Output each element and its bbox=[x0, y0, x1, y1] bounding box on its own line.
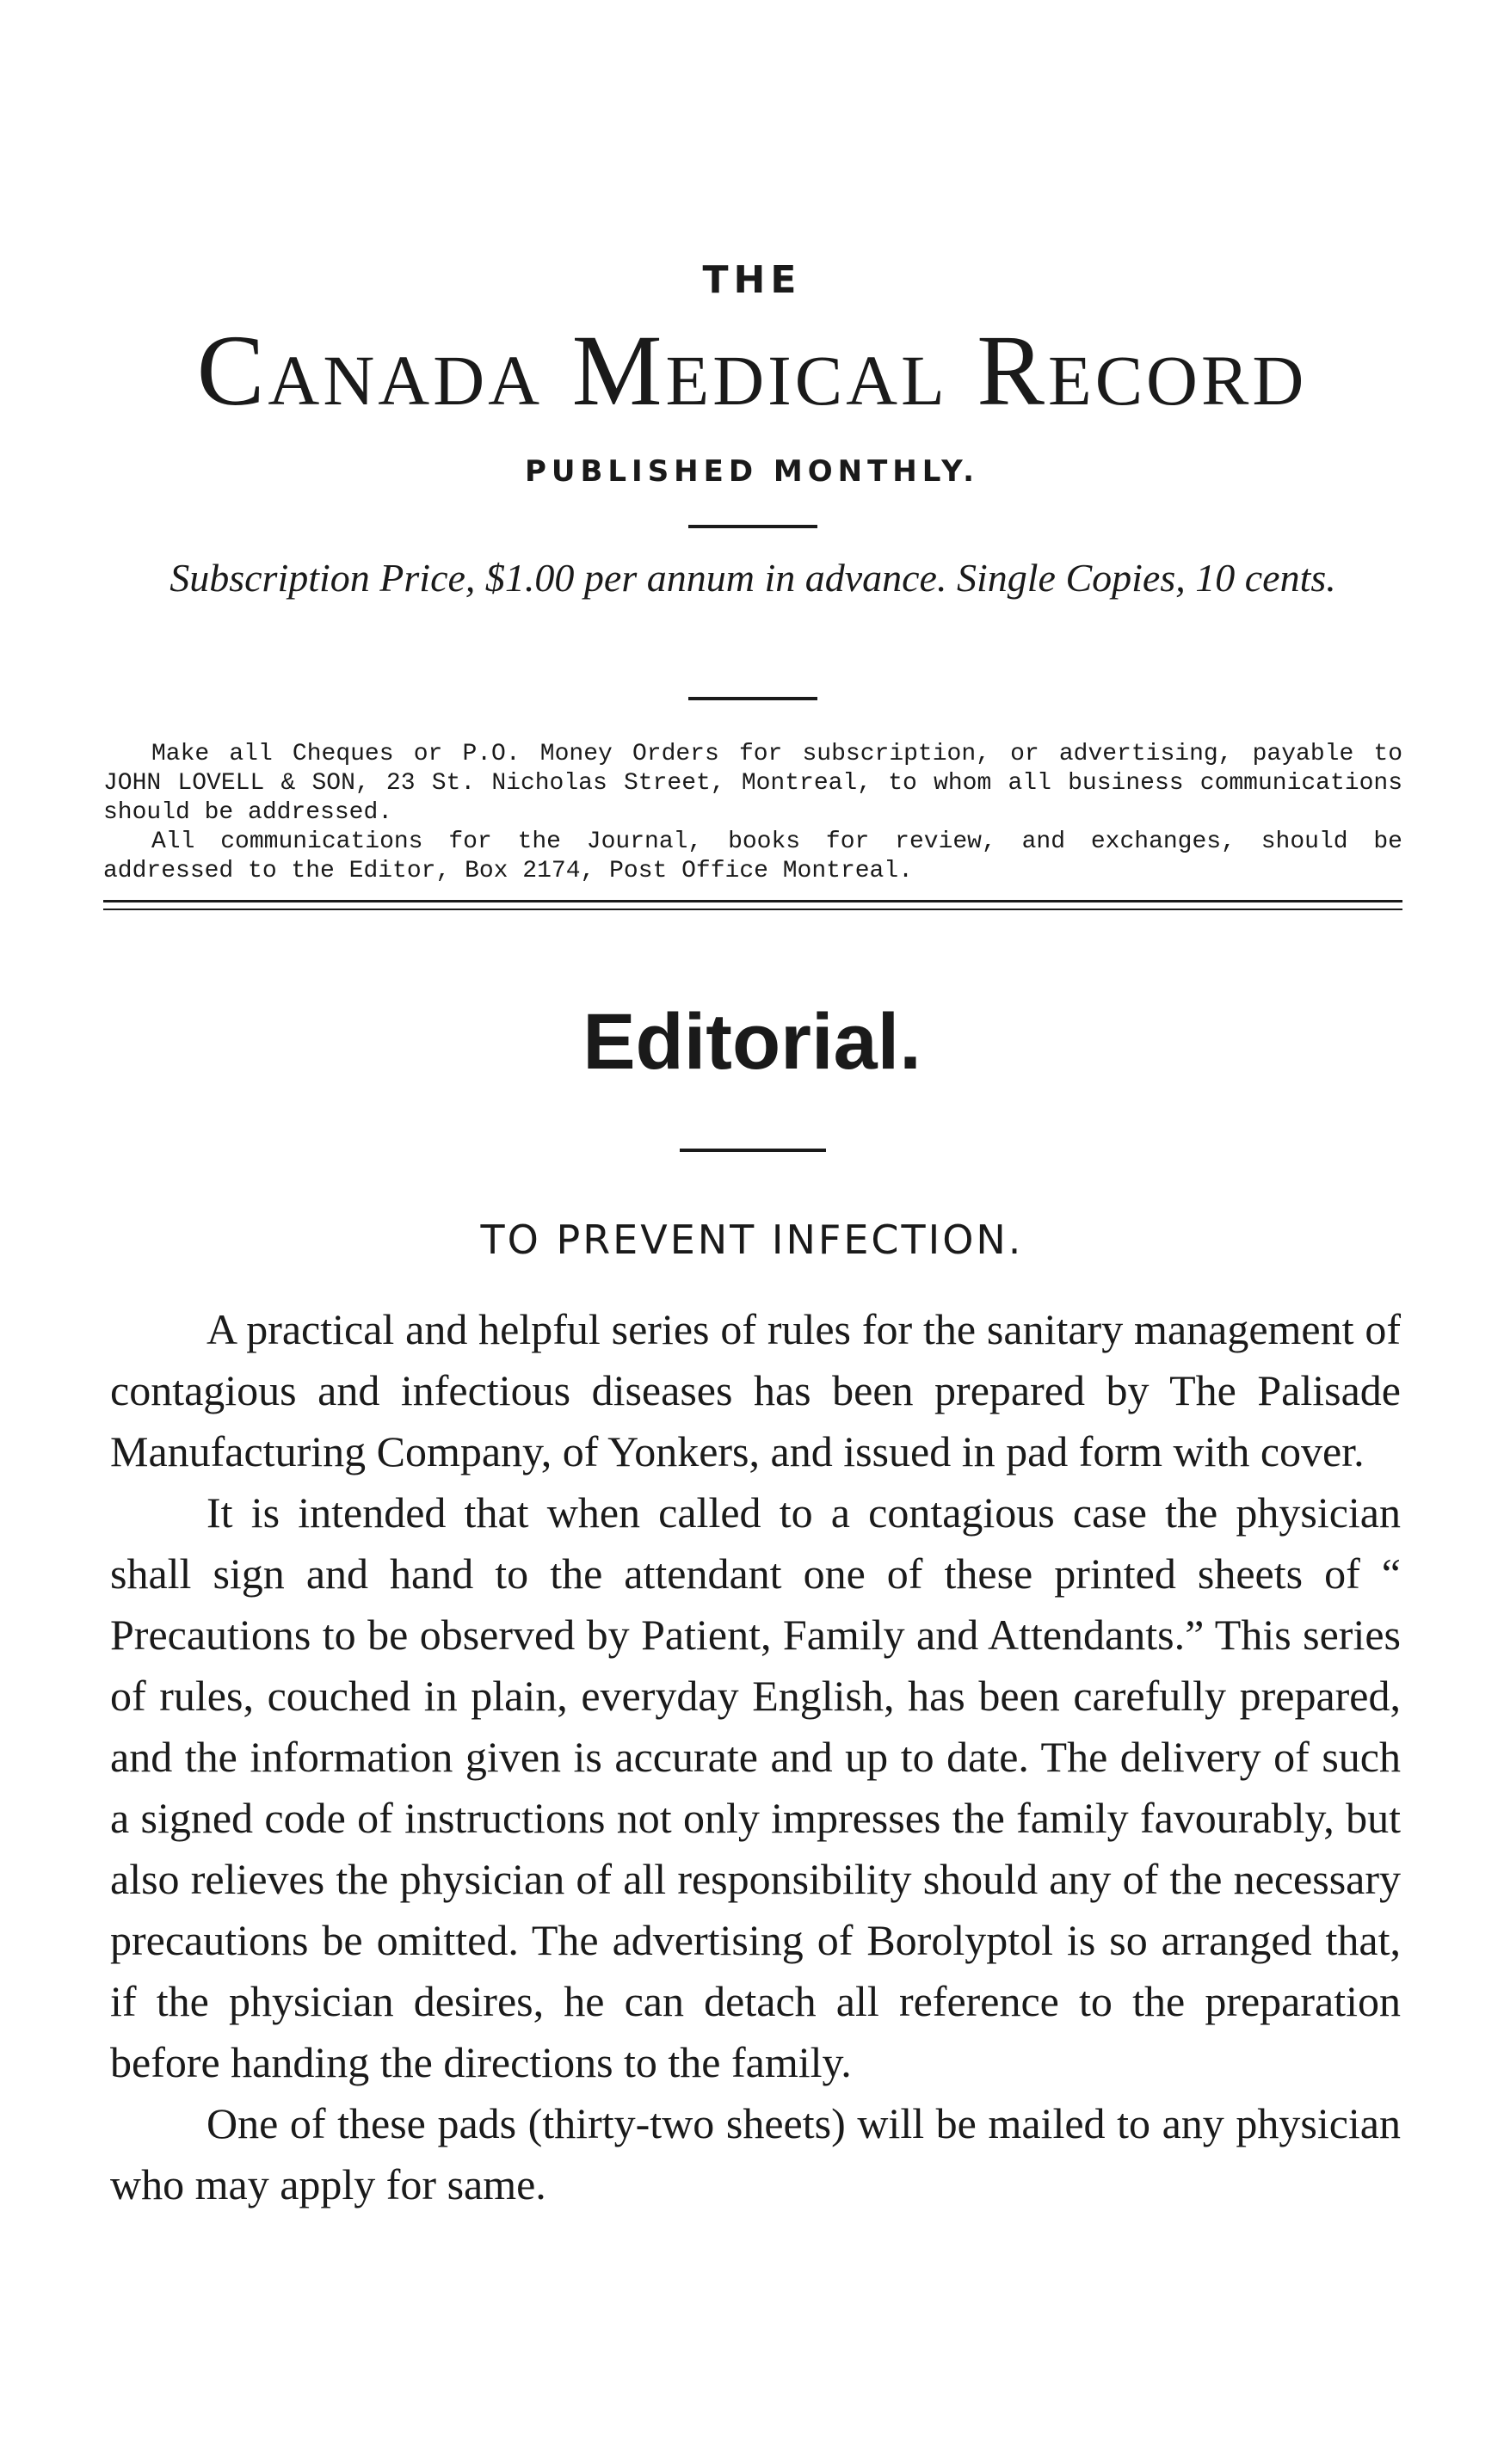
article-body bbox=[110, 1299, 1401, 2215]
divider bbox=[688, 697, 817, 700]
divider bbox=[103, 900, 1402, 902]
section-title: Editorial. bbox=[582, 998, 922, 1086]
payment-notice bbox=[103, 740, 1402, 886]
subscription-info: Subscription Price, $1.00 per annum in advance. Single Copies, 10 cents. bbox=[170, 556, 1336, 600]
article-paragraph: It is intended that when called to a contagious case the physician shall sign and hand to the attendant one of these printed sheets of “ Precautions to be observed by Patient, Family and Attendants.” This series of rules, couched in plain, everyday English, has been carefully prepared, and the information given is accurate and up to date. The delivery of such a signed code of instructions not only impresses the family favourably, but also relieves the physician of all responsibility should any of the necessary precautions be omitted. The advertising of Borolyptol is so arranged that, if the physician desires, he can detach all reference to the preparation before handing the directions to the family. bbox=[110, 1488, 1401, 2086]
publication-frequency: PUBLISHED MONTHLY. bbox=[524, 454, 980, 489]
article-title: TO PREVENT INFECTION. bbox=[480, 1217, 1024, 1263]
divider bbox=[688, 525, 817, 528]
divider bbox=[103, 909, 1402, 910]
masthead-the-label: THE bbox=[702, 258, 802, 302]
article-paragraph: One of these pads (thirty-two sheets) will be mailed to any physician who may apply for same. bbox=[110, 2099, 1401, 2208]
divider bbox=[680, 1149, 826, 1152]
journal-title: Canada Medical Record bbox=[196, 314, 1308, 427]
article-paragraph: A practical and helpful series of rules for the sanitary management of contagious and infectious diseases has been prepared by The Palisade Manufacturing Company, of Yonkers, and issued in pad form with cover. bbox=[110, 1305, 1401, 1475]
payment-instructions: Make all Cheques or P.O. Money Orders for subscription, or advertising, payable to JOHN LOVELL & SON, 23 St. Nicholas Street, Montreal, to whom all business communications should be addressed. bbox=[103, 741, 1402, 826]
communications-instructions: All communications for the Journal, books for review, and exchanges, should be addressed to the Editor, Box 2174, Post Office Montreal. bbox=[103, 829, 1402, 884]
